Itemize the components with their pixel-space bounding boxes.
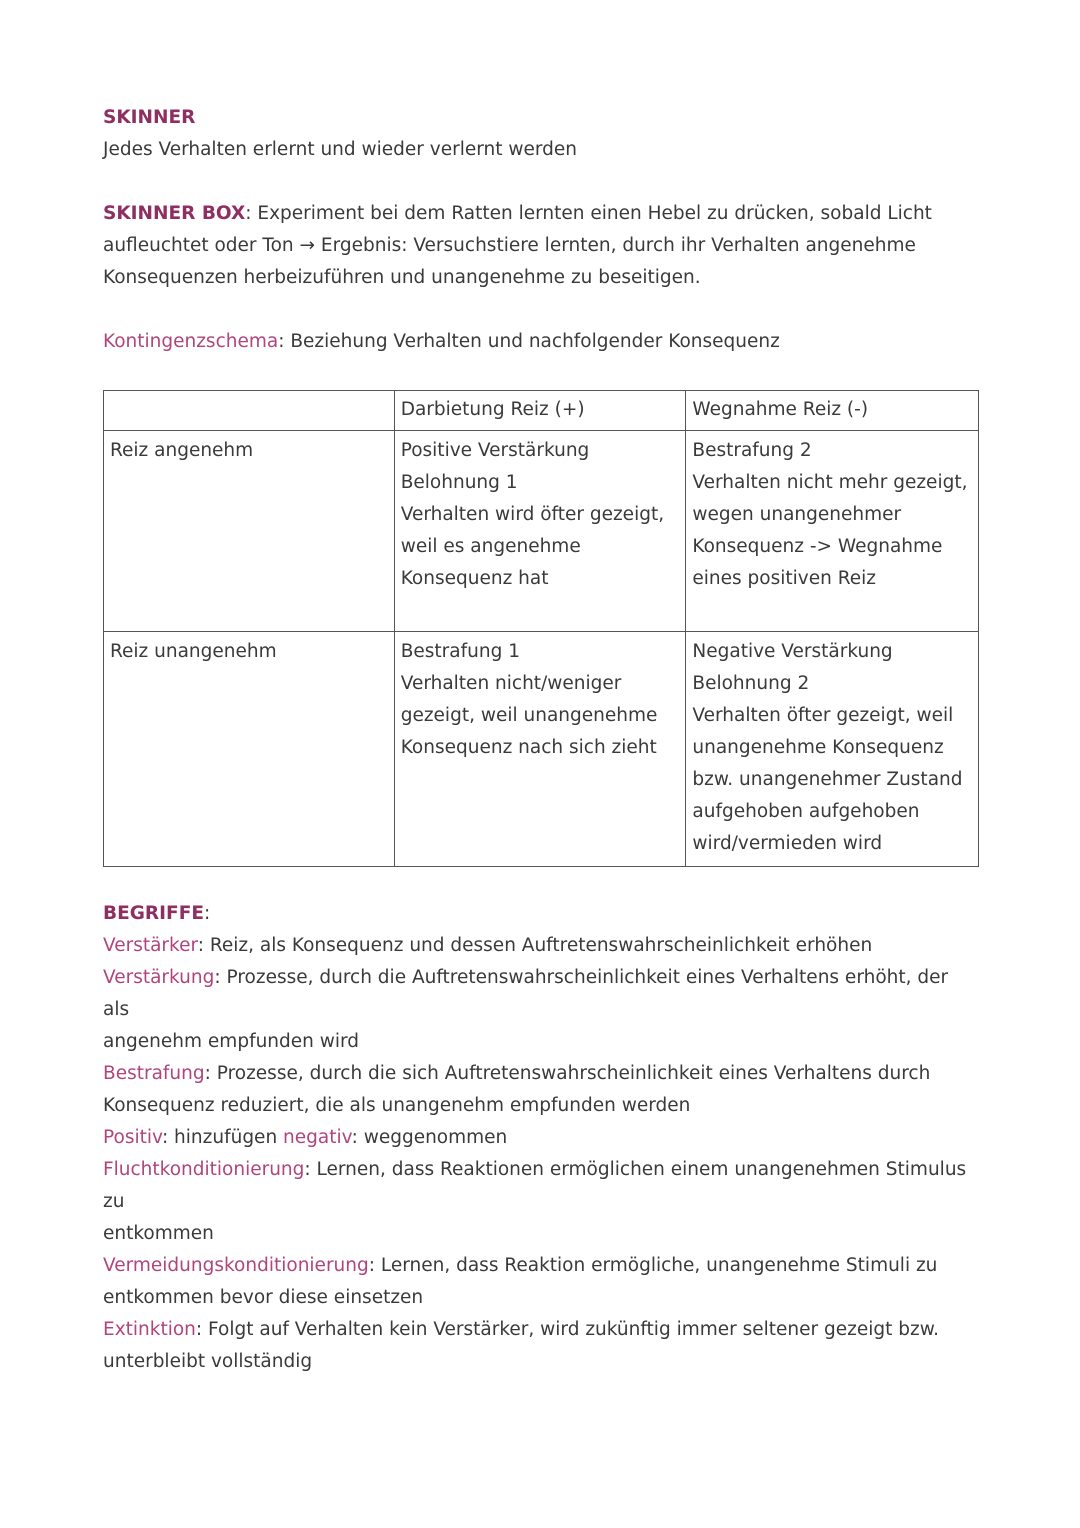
cell-line: Konsequenz -> Wegnahme bbox=[692, 536, 943, 557]
cell-line: unangenehme Konsequenz bbox=[692, 737, 944, 758]
cell-line: Verhalten öfter gezeigt, weil bbox=[692, 705, 954, 726]
cell-line: wegen unangenehmer bbox=[692, 504, 902, 525]
kontingenz-table bbox=[103, 390, 979, 867]
begriffe-heading: BEGRIFFE bbox=[103, 903, 204, 924]
skinner-box-text-3: Konsequenzen herbeizuführen und unangenehme zu beseitigen. bbox=[103, 267, 701, 288]
cell-line: wird/vermieden wird bbox=[692, 833, 883, 854]
flucht-text-2: entkommen bbox=[103, 1223, 214, 1244]
skinner-box-heading: SKINNER BOX bbox=[103, 203, 246, 224]
verstaerkung-text-1: : Prozesse, durch die Auftretenswahrscheinlichkeit eines Verhaltens erhöht, der als bbox=[103, 967, 949, 1020]
skinner-box-text-1: : Experiment bei dem Ratten lernten einen Hebel zu drücken, sobald Licht bbox=[245, 203, 932, 224]
skinner-heading: SKINNER bbox=[103, 107, 196, 128]
bestrafung-term: Bestrafung bbox=[103, 1063, 205, 1084]
cell-line: eines positiven Reiz bbox=[692, 568, 876, 589]
kontingenz-text: : Beziehung Verhalten und nachfolgender Konsequenz bbox=[278, 331, 780, 352]
skinner-text: Jedes Verhalten erlernt und wieder verlernt werden bbox=[103, 139, 578, 160]
bestrafung-text-1: : Prozesse, durch die sich Auftretenswahrscheinlichkeit eines Verhaltens durch bbox=[204, 1063, 931, 1084]
table-header-cell: Wegnahme Reiz (-) bbox=[686, 391, 979, 431]
table-row-label: Reiz unangenehm bbox=[104, 632, 395, 867]
cell-line: Konsequenz nach sich zieht bbox=[400, 737, 657, 758]
table-header-cell: Darbietung Reiz (+) bbox=[394, 391, 686, 431]
cell-line: gezeigt, weil unangenehme bbox=[400, 705, 658, 726]
kontingenz-section bbox=[103, 326, 978, 358]
flucht-term: Fluchtkonditionierung bbox=[103, 1159, 305, 1180]
verstaerker-term: Verstärker bbox=[103, 935, 198, 956]
table-row bbox=[104, 431, 979, 632]
cell-line: Verhalten nicht/weniger bbox=[400, 673, 622, 694]
skinner-box-text-2: aufleuchtet oder Ton → Ergebnis: Versuchstiere lernten, durch ihr Verhalten angenehme bbox=[103, 235, 916, 256]
table-row-label: Reiz angenehm bbox=[104, 431, 395, 632]
cell-line: Positive Verstärkung bbox=[400, 440, 590, 461]
begriffe-section bbox=[103, 898, 978, 1154]
verstaerker-text: : Reiz, als Konsequenz und dessen Auftretenswahrscheinlichkeit erhöhen bbox=[197, 935, 873, 956]
positiv-text: : hinzufügen bbox=[161, 1127, 284, 1148]
positiv-term: Positiv bbox=[103, 1127, 162, 1148]
cell-line: Konsequenz hat bbox=[400, 568, 549, 589]
extinktion-text-1: : Folgt auf Verhalten kein Verstärker, wird zukünftig immer seltener gezeigt bzw. bbox=[195, 1319, 940, 1340]
skinner-section bbox=[103, 102, 978, 166]
vermeidung-text-2: entkommen bevor diese einsetzen bbox=[103, 1287, 424, 1308]
cell-line: Bestrafung 2 bbox=[692, 440, 812, 461]
extinktion-text-2: unterbleibt vollständig bbox=[103, 1351, 313, 1372]
table-cell bbox=[394, 632, 686, 867]
skinner-box-section bbox=[103, 198, 978, 294]
cell-line: aufgehoben aufgehoben bbox=[692, 801, 920, 822]
cell-line: Bestrafung 1 bbox=[400, 641, 520, 662]
negativ-text: : weggenommen bbox=[351, 1127, 508, 1148]
cell-line: Belohnung 2 bbox=[692, 673, 810, 694]
table-cell bbox=[394, 431, 686, 632]
table-cell bbox=[686, 632, 979, 867]
table-cell bbox=[686, 431, 979, 632]
kontingenz-term: Kontingenzschema bbox=[103, 331, 279, 352]
cell-line: Negative Verstärkung bbox=[692, 641, 893, 662]
cell-line: Verhalten nicht mehr gezeigt, bbox=[692, 472, 968, 493]
table-header-row bbox=[104, 391, 979, 431]
negativ-term: negativ bbox=[283, 1127, 352, 1148]
vermeidung-term: Vermeidungskonditionierung bbox=[103, 1255, 369, 1276]
bestrafung-text-2: Konsequenz reduziert, die als unangenehm empfunden werden bbox=[103, 1095, 691, 1116]
verstaerkung-text-2: angenehm empfunden wird bbox=[103, 1031, 360, 1052]
cell-line: weil es angenehme bbox=[400, 536, 581, 557]
flucht-text-1: : Lernen, dass Reaktionen ermöglichen einem unangenehmen Stimulus zu bbox=[103, 1159, 967, 1212]
cell-line: bzw. unangenehmer Zustand bbox=[692, 769, 963, 790]
table-row bbox=[104, 632, 979, 867]
vermeidung-text-1: : Lernen, dass Reaktion ermögliche, unangenehme Stimuli zu bbox=[368, 1255, 938, 1276]
begriffe-colon: : bbox=[203, 903, 211, 924]
extinktion-section bbox=[103, 1314, 978, 1378]
konditionierung-section bbox=[103, 1154, 978, 1314]
verstaerkung-term: Verstärkung bbox=[103, 967, 215, 988]
cell-line: Verhalten wird öfter gezeigt, bbox=[400, 504, 665, 525]
table-header-cell bbox=[104, 391, 395, 431]
extinktion-term: Extinktion bbox=[103, 1319, 196, 1340]
cell-line: Belohnung 1 bbox=[400, 472, 518, 493]
